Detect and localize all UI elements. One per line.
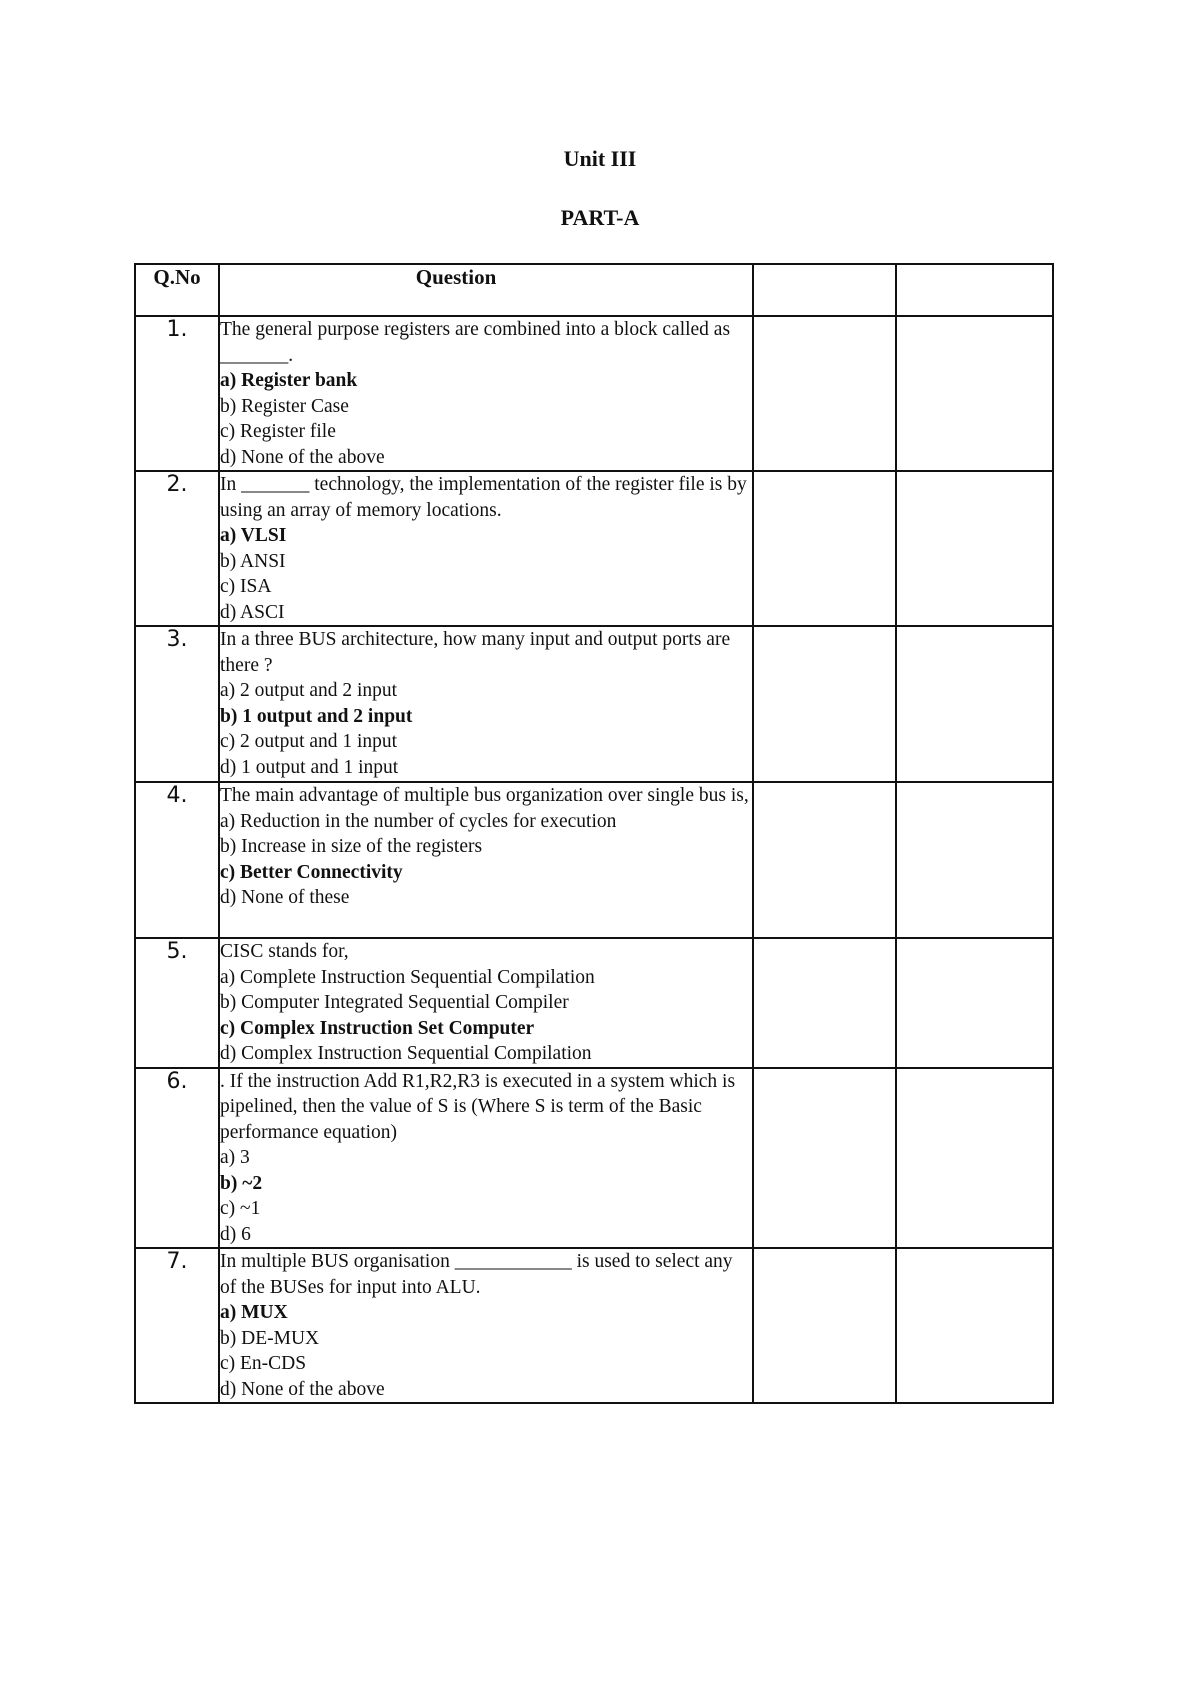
answer-option: b) Register Case [220,395,349,417]
answer-option: c) Register file [220,421,336,442]
answer-option-correct: a) MUX [220,1302,288,1323]
table-row [135,1068,1053,1249]
blank-cell [753,1068,896,1249]
answer-option: d) Complex Instruction Sequential Compilation [220,1043,592,1064]
answer-option: c) 2 output and 1 input [220,731,398,752]
answer-option: c) ~1 [220,1198,261,1219]
answer-option-correct: c) Complex Instruction Set Computer [220,1017,535,1039]
blank-cell [753,782,896,938]
blank-cell [753,626,896,782]
table-row [135,938,1053,1068]
blank-cell [753,316,896,471]
answer-option-correct: a) VLSI [220,525,287,546]
answer-option: a) 3 [220,1147,250,1168]
question-cell [219,626,753,782]
question-text: In multiple BUS organisation ____________ is used to select any of the BUSes for input into ALU. [220,1251,733,1298]
header-question [219,264,753,316]
answer-option: d) None of the above [220,446,385,468]
blank-cell [896,316,1053,471]
question-table [134,263,1054,1404]
table-header-row [135,264,1053,316]
question-text: In a three BUS architecture, how many input and output ports are there ? [220,629,731,676]
question-text: The main advantage of multiple bus organization over single bus is, [220,785,749,806]
blank-cell [896,782,1053,938]
question-number: 1. [135,316,219,471]
blank-cell [896,626,1053,782]
table-row [135,471,1053,626]
answer-option: d) None of these [220,887,350,908]
answer-option-correct: c) Better Connectivity [220,861,403,883]
table-row [135,316,1053,471]
answer-option: d) ASCI [220,601,285,623]
answer-option: b) Computer Integrated Sequential Compiler [220,992,569,1013]
question-number: 6. [135,1068,219,1249]
blank-cell [753,938,896,1068]
question-number: 5. [135,938,219,1068]
answer-option: b) Increase in size of the registers [220,836,483,857]
question-number: 2. [135,471,219,626]
blank-cell [896,938,1053,1068]
question-cell [219,1068,753,1249]
answer-option: d) 6 [220,1223,251,1245]
table-row [135,782,1053,938]
question-rows [135,316,1053,1403]
question-text: In _______ technology, the implementation of the register file is by using an array of memory locations. [220,474,747,521]
answer-option: b) ANSI [220,550,286,572]
answer-option-correct: b) 1 output and 2 input [220,705,413,727]
header-blank-1 [753,264,896,316]
answer-option: c) En-CDS [220,1353,307,1374]
table-row [135,1248,1053,1403]
question-text: The general purpose registers are combined into a block called as _______. [220,319,731,366]
blank-cell [753,471,896,626]
question-number: 3. [135,626,219,782]
question-number: 4. [135,782,219,938]
question-text: . If the instruction Add R1,R2,R3 is executed in a system which is pipelined, then the value of S is (Where S is term of the Basic performance equation) [220,1070,736,1143]
blank-cell [896,1068,1053,1249]
part-title: PART-A [560,205,640,230]
header-question-label: Question [415,265,497,289]
header-qno: Q.No [135,264,219,316]
question-cell [219,471,753,626]
question-cell [219,316,753,471]
answer-option: a) Complete Instruction Sequential Compilation [220,966,595,988]
blank-cell [896,1248,1053,1403]
table-row [135,626,1053,782]
answer-option-correct: b) ~2 [220,1172,263,1194]
answer-option: a) Reduction in the number of cycles for execution [220,810,617,832]
question-cell [219,782,753,938]
unit-title: Unit III [563,146,637,171]
blank-cell [896,471,1053,626]
question-text: CISC stands for, [220,941,349,962]
question-cell [219,938,753,1068]
answer-option: b) DE-MUX [220,1327,320,1349]
header-blank-2 [896,264,1053,316]
answer-option: c) ISA [220,576,272,597]
question-cell [219,1248,753,1403]
blank-cell [753,1248,896,1403]
answer-option: d) 1 output and 1 input [220,756,399,778]
answer-option: a) 2 output and 2 input [220,680,398,701]
answer-option: d) None of the above [220,1378,385,1400]
answer-option-correct: a) Register bank [220,370,358,391]
question-number: 7. [135,1248,219,1403]
